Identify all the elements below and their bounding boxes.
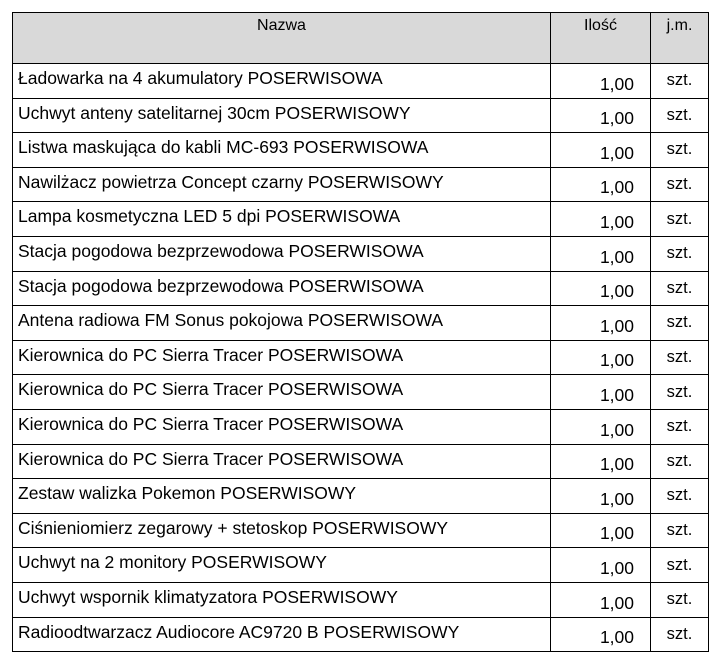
table-row: [13, 409, 709, 444]
table-row: [13, 513, 709, 548]
item-name-cell: Stacja pogodowa bezprzewodowa POSERWISOWA: [13, 271, 551, 306]
item-unit-cell: szt.: [651, 582, 709, 617]
item-unit-cell: szt.: [651, 409, 709, 444]
table-row: [13, 444, 709, 479]
item-unit-cell: szt.: [651, 375, 709, 410]
item-unit-cell: szt.: [651, 306, 709, 341]
item-quantity-cell: 1,00: [551, 409, 651, 444]
column-header-quantity: Ilość: [551, 13, 651, 64]
table-row: [13, 582, 709, 617]
item-quantity-cell: 1,00: [551, 513, 651, 548]
item-unit-cell: szt.: [651, 513, 709, 548]
item-name-cell: Nawilżacz powietrza Concept czarny POSERWISOWY: [13, 167, 551, 202]
table-row: [13, 167, 709, 202]
table-row: [13, 271, 709, 306]
item-name-cell: Antena radiowa FM Sonus pokojowa POSERWISOWA: [13, 306, 551, 341]
header-row: [13, 13, 709, 64]
table-row: [13, 236, 709, 271]
item-name-cell: Listwa maskująca do kabli MC-693 POSERWISOWA: [13, 133, 551, 168]
item-unit-cell: szt.: [651, 271, 709, 306]
item-quantity-cell: 1,00: [551, 479, 651, 514]
item-quantity-cell: 1,00: [551, 133, 651, 168]
item-unit-cell: szt.: [651, 64, 709, 99]
item-unit-cell: szt.: [651, 236, 709, 271]
item-name-cell: Uchwyt wspornik klimatyzatora POSERWISOWY: [13, 582, 551, 617]
table-row: [13, 479, 709, 514]
item-unit-cell: szt.: [651, 202, 709, 237]
table-row: [13, 64, 709, 99]
item-unit-cell: szt.: [651, 617, 709, 652]
item-unit-cell: szt.: [651, 548, 709, 583]
table-row: [13, 548, 709, 583]
item-unit-cell: szt.: [651, 444, 709, 479]
item-quantity-cell: 1,00: [551, 548, 651, 583]
item-quantity-cell: 1,00: [551, 340, 651, 375]
item-quantity-cell: 1,00: [551, 617, 651, 652]
item-name-cell: Radioodtwarzacz Audiocore AC9720 B POSERWISOWY: [13, 617, 551, 652]
table-header: [13, 13, 709, 64]
item-name-cell: Ładowarka na 4 akumulatory POSERWISOWA: [13, 64, 551, 99]
table-body: [13, 64, 709, 652]
item-unit-cell: szt.: [651, 479, 709, 514]
item-quantity-cell: 1,00: [551, 306, 651, 341]
item-quantity-cell: 1,00: [551, 98, 651, 133]
item-name-cell: Kierownica do PC Sierra Tracer POSERWISOWA: [13, 444, 551, 479]
item-quantity-cell: 1,00: [551, 271, 651, 306]
table-row: [13, 202, 709, 237]
item-quantity-cell: 1,00: [551, 236, 651, 271]
item-name-cell: Kierownica do PC Sierra Tracer POSERWISOWA: [13, 340, 551, 375]
item-name-cell: Lampa kosmetyczna LED 5 dpi POSERWISOWA: [13, 202, 551, 237]
item-unit-cell: szt.: [651, 98, 709, 133]
table-row: [13, 617, 709, 652]
item-name-cell: Uchwyt anteny satelitarnej 30cm POSERWISOWY: [13, 98, 551, 133]
column-header-name: Nazwa: [13, 13, 551, 64]
item-quantity-cell: 1,00: [551, 64, 651, 99]
item-name-cell: Zestaw walizka Pokemon POSERWISOWY: [13, 479, 551, 514]
item-name-cell: Kierownica do PC Sierra Tracer POSERWISOWA: [13, 409, 551, 444]
item-name-cell: Uchwyt na 2 monitory POSERWISOWY: [13, 548, 551, 583]
items-table: [12, 12, 709, 652]
item-unit-cell: szt.: [651, 167, 709, 202]
item-quantity-cell: 1,00: [551, 202, 651, 237]
item-name-cell: Ciśnieniomierz zegarowy + stetoskop POSERWISOWY: [13, 513, 551, 548]
item-name-cell: Kierownica do PC Sierra Tracer POSERWISOWA: [13, 375, 551, 410]
item-quantity-cell: 1,00: [551, 444, 651, 479]
table-row: [13, 306, 709, 341]
table-row: [13, 133, 709, 168]
table-row: [13, 340, 709, 375]
column-header-unit: j.m.: [651, 13, 709, 64]
item-name-cell: Stacja pogodowa bezprzewodowa POSERWISOWA: [13, 236, 551, 271]
item-quantity-cell: 1,00: [551, 582, 651, 617]
table-row: [13, 375, 709, 410]
item-quantity-cell: 1,00: [551, 167, 651, 202]
item-quantity-cell: 1,00: [551, 375, 651, 410]
table-row: [13, 98, 709, 133]
item-unit-cell: szt.: [651, 340, 709, 375]
item-unit-cell: szt.: [651, 133, 709, 168]
